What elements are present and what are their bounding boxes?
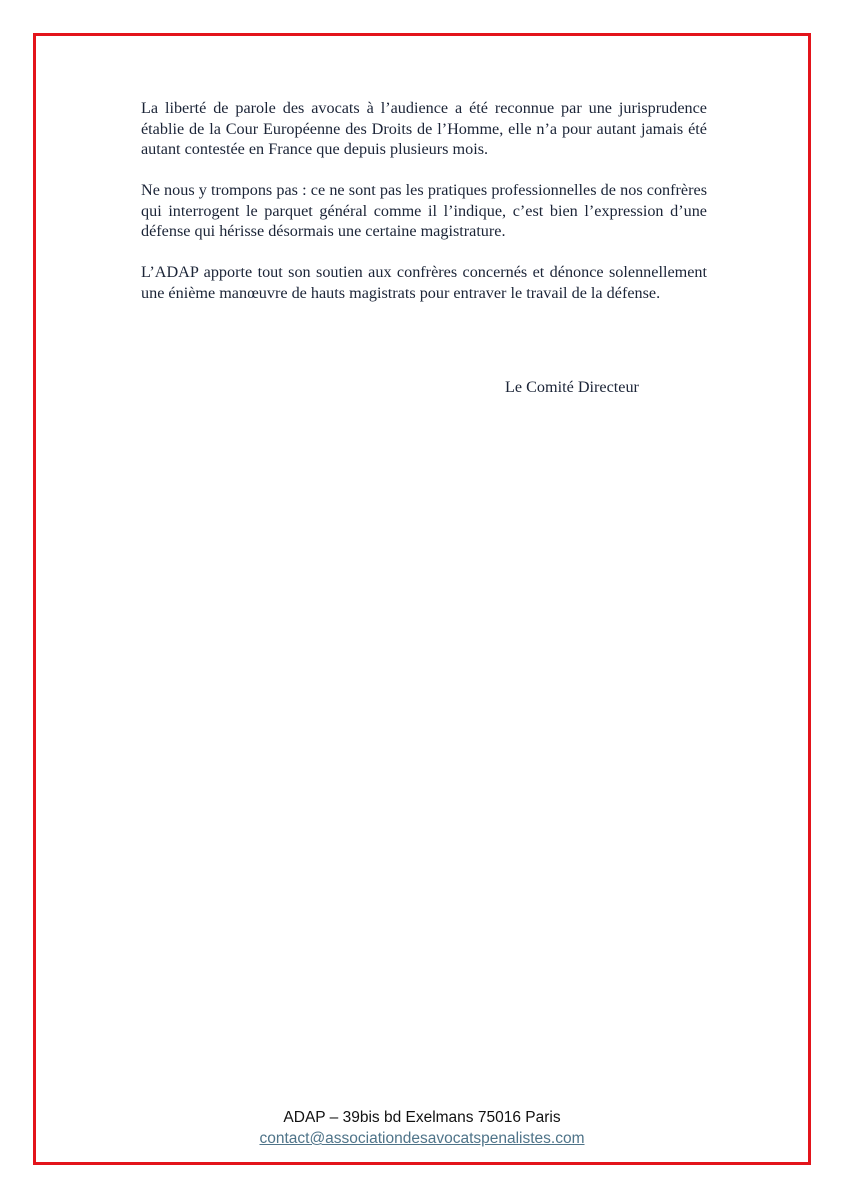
footer-email-link[interactable]: contact@associationdesavocatspenalistes.com — [259, 1130, 585, 1147]
footer-address: ADAP – 39bis bd Exelmans 75016 Paris — [283, 1109, 561, 1126]
letter-body — [141, 98, 707, 324]
footer — [33, 1107, 811, 1149]
paragraph-1: La liberté de parole des avocats à l’audience a été reconnue par une jurisprudence établie de la Cour Européenne des Droits de l’Homme, elle n’a pour autant jamais été autant contestée en France que depuis plusieurs mois. — [141, 99, 707, 158]
paragraph-3: L’ADAP apporte tout son soutien aux confrères concernés et dénonce solennellement une énième manœuvre de hauts magistrats pour entraver le travail de la défense. — [141, 263, 707, 302]
signature: Le Comité Directeur — [505, 378, 639, 396]
paragraph-2: Ne nous y trompons pas : ce ne sont pas les pratiques professionnelles de nos confrères qui interrogent le parquet général comme il l’indique, c’est bien l’expression d’une défense qui hérisse désormais une certaine magistrature. — [141, 181, 707, 240]
